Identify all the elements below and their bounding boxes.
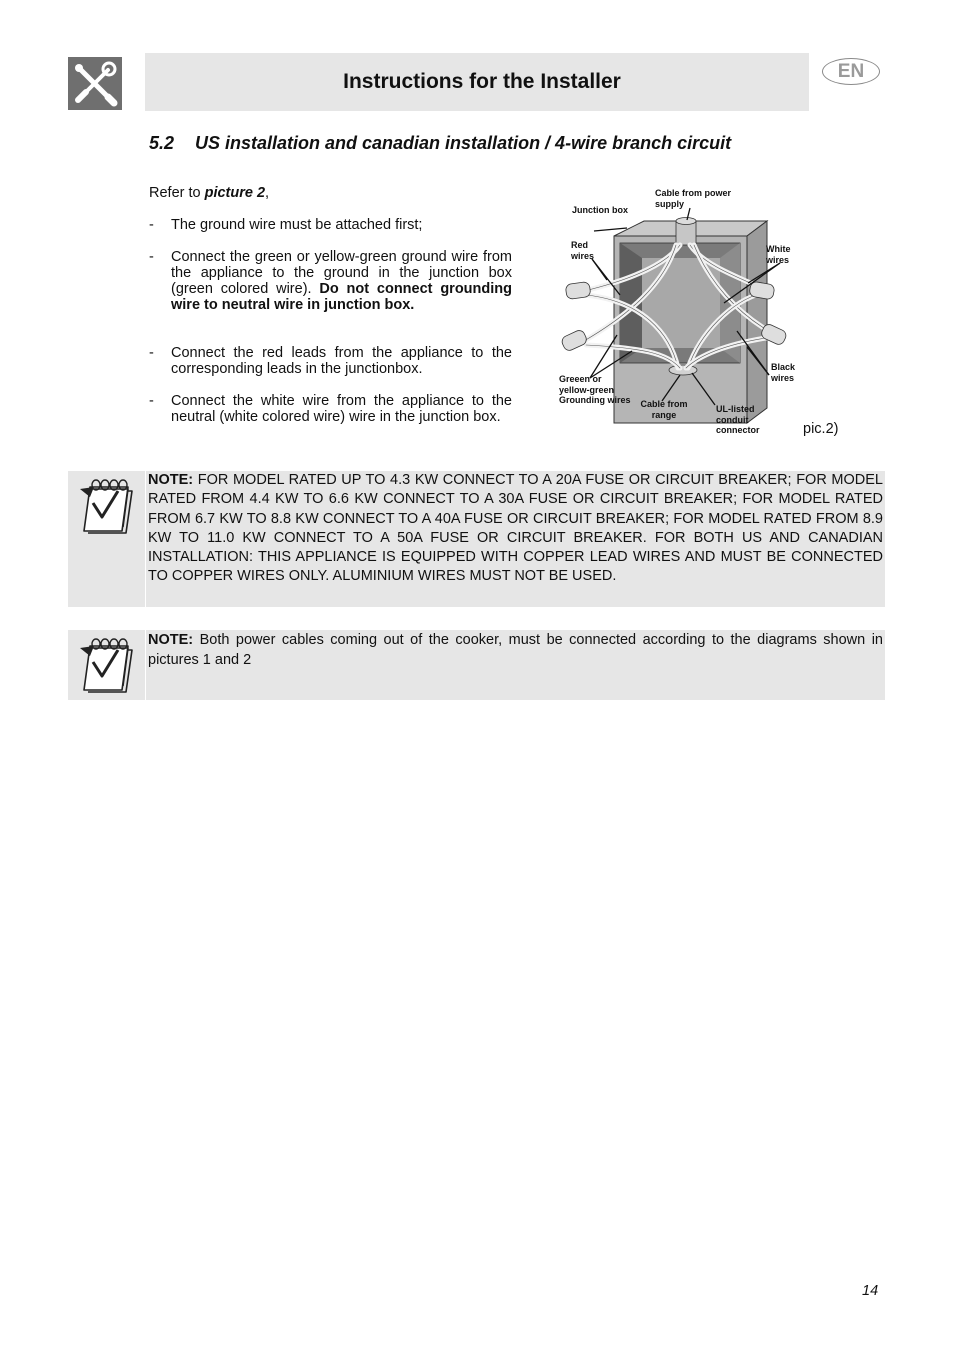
- note-box-fuse-ratings: [68, 471, 885, 607]
- label-junction-box: Junction box: [572, 205, 628, 215]
- list-item-step4: - Connect the white wire from the appliance to the neutral (white colored wire) wire in the junction box.: [149, 393, 512, 425]
- picture-reference: picture 2: [204, 185, 266, 201]
- list-item-step3: - Connect the red leads from the appliance to the corresponding leads in the junctionbox.: [149, 345, 512, 377]
- step2-plain: Connect the green or yellow-green ground wire from the appliance to the ground in the junction box (green colored wire).: [171, 249, 512, 297]
- section-number: 5.2: [149, 133, 175, 153]
- step2-warning: Do not connect grounding wire to neutral wire in junction box.: [171, 281, 512, 313]
- intro-line: [149, 185, 269, 201]
- list-item-step1: - The ground wire must be attached first;: [149, 217, 512, 233]
- page-number: 14: [862, 1283, 879, 1299]
- diagram-caption: pic.2): [803, 421, 839, 437]
- label-grounding-wires: Greeen or yellow-green Grounding wires: [559, 374, 631, 405]
- label-cable-from-range: Cable from range: [640, 399, 688, 420]
- note2-text: [148, 630, 883, 670]
- intro-prefix: Refer to: [149, 185, 205, 201]
- intro-suffix: ,: [265, 185, 270, 201]
- note2-label: NOTE:: [148, 632, 194, 648]
- note-box-power-cables: [68, 630, 885, 700]
- step2-text: [171, 249, 512, 313]
- label-red-wires: Red wires: [571, 240, 595, 261]
- note1-label: NOTE:: [148, 472, 194, 488]
- label-white-wires: White wires: [766, 244, 791, 265]
- tools-icon: [68, 57, 122, 110]
- notepad-icon: [76, 634, 136, 696]
- step3-text: Connect the red leads from the appliance to the corresponding leads in the junctionbox.: [171, 345, 512, 377]
- note1-text: [148, 471, 883, 587]
- note-icon-cell: [68, 630, 146, 700]
- header-bar: [145, 53, 809, 111]
- section-title: US installation and canadian installation / 4-wire branch circuit: [195, 133, 732, 153]
- page-title: Instructions for the Installer: [343, 70, 621, 93]
- notepad-icon: [76, 475, 136, 537]
- note1-body: FOR MODEL RATED UP TO 4.3 KW CONNECT TO A 20A FUSE OR CIRCUIT BREAKER; FOR MODEL RATED FROM 4.4 KW TO 6.6 KW CONNECT TO A 30A FUSE OR CIRCUIT BREAKER; FOR MODEL RATED FROM 6.7 KW TO 8.8 KW CONNECT TO A 40A FUSE OR CIRCUIT BREAKER; FOR MODEL RATED FROM 8.9 KW TO 11.0 KW CONNECT TO A 50A FUSE OR CIRCUIT BREAKER. FOR BOTH US AND CANADIAN INSTALLATION: THIS APPLIANCE IS EQUIPPED WITH COPPER LEAD WIRES AND MUST BE CONNECTED TO COPPER WIRES ONLY. ALUMINIUM WIRES MUST NOT BE USED.: [148, 472, 883, 585]
- note2-body: Both power cables coming out of the cooker, must be connected according to the diagrams shown in pictures 1 and 2: [148, 632, 883, 668]
- section-heading: [149, 133, 731, 154]
- list-item-step2: - Connect the green or yellow-green ground wire from the appliance to the ground in the junction box (green colored wire). Do not connect grounding wire to neutral wire in junction box.: [149, 249, 512, 313]
- label-conduit-connector: UL-listed conduit connector: [716, 404, 760, 435]
- label-black-wires: Black wires: [771, 362, 796, 383]
- label-cable-from-power-supply: Cable from power supply: [655, 188, 732, 209]
- junction-box-diagram: [552, 183, 852, 443]
- language-badge: EN: [822, 58, 880, 85]
- note-icon-cell: [68, 471, 146, 607]
- step4-text: Connect the white wire from the appliance to the neutral (white colored wire) wire in the junction box.: [171, 393, 512, 425]
- step1-text: The ground wire must be attached first;: [171, 217, 423, 233]
